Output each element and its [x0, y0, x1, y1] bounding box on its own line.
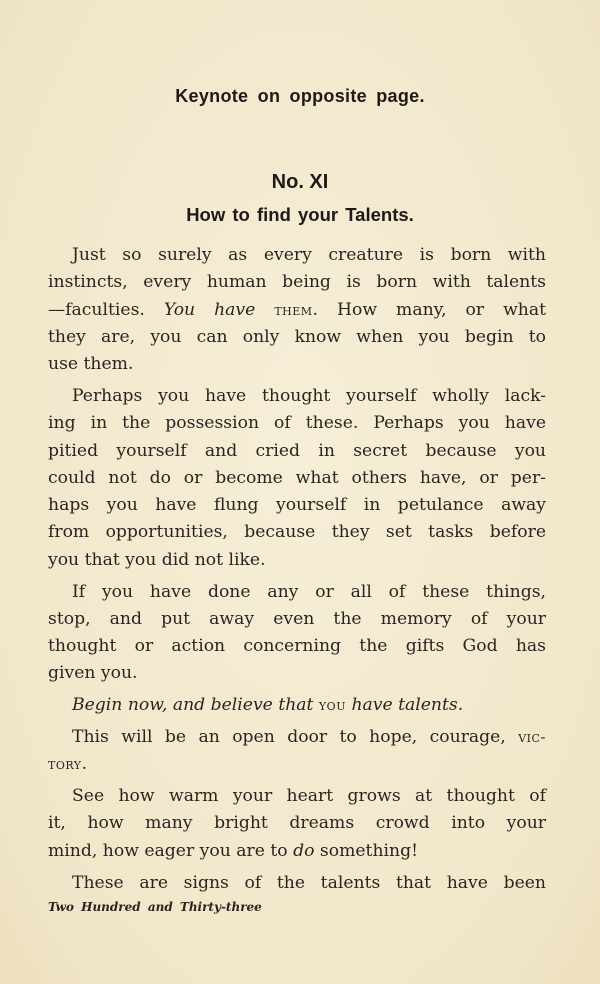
- text-segment: pitied yourself and cried in secret because you: [48, 440, 546, 461]
- text-segment: This will be an open door to hope, courage,: [72, 727, 519, 748]
- text-line: [48, 324, 546, 351]
- text-line: [48, 606, 546, 633]
- small-caps-text: them: [274, 300, 313, 319]
- chapter-title: How to find your Talents.: [186, 204, 414, 225]
- text-line: [48, 465, 546, 492]
- text-segment: given you.: [48, 663, 138, 684]
- text-segment: If you have done any or all of these things,: [72, 581, 546, 602]
- paragraph: [48, 724, 546, 779]
- italic-text: You have: [163, 299, 256, 320]
- text-line: [48, 351, 546, 378]
- text-line: [48, 724, 546, 751]
- text-line: [48, 633, 546, 660]
- small-caps-text: vic-: [518, 728, 546, 747]
- text-segment: .: [81, 754, 88, 775]
- text-segment: [255, 300, 274, 320]
- page-number-footer: Two Hundred and Thirty-three: [48, 900, 262, 914]
- italic-text: do: [293, 840, 315, 861]
- paragraph: [48, 870, 546, 897]
- text-segment: thought or action concerning the gifts God has: [48, 636, 546, 657]
- text-segment: ing in the possession of these. Perhaps you have: [48, 413, 546, 434]
- text-line: [48, 547, 546, 574]
- paragraph: [48, 692, 546, 719]
- chapter-number: No. XI: [271, 171, 329, 193]
- text-line: [48, 783, 546, 810]
- keynote-note: Keynote on opposite page.: [175, 86, 425, 106]
- italic-text: have talents.: [345, 695, 464, 716]
- text-segment: See how warm your heart grows at thought of: [72, 786, 546, 807]
- text-segment: instincts, every human being is born with talents: [48, 272, 546, 293]
- text-segment: mind, how eager you are to: [48, 840, 294, 861]
- text-line: [48, 519, 546, 546]
- italic-text: Begin now, and believe that: [72, 695, 319, 716]
- text-segment: —faculties.: [48, 299, 164, 320]
- text-segment: you that you did not like.: [48, 549, 266, 570]
- text-segment: . How many, or what: [312, 299, 547, 320]
- text-segment: they are, you can only know when you begin to: [48, 326, 546, 347]
- paragraph: [48, 579, 546, 688]
- text-segment: something!: [314, 840, 418, 861]
- text-line: [48, 810, 546, 837]
- text-segment: from opportunities, because they set tasks before: [48, 522, 546, 543]
- text-line: [48, 838, 546, 865]
- text-segment: could not do or become what others have, or per-: [48, 467, 546, 488]
- text-line: [48, 692, 546, 719]
- text-segment: Perhaps you have thought yourself wholly lack-: [72, 385, 546, 406]
- body-text: [48, 242, 546, 897]
- paragraph: [48, 783, 546, 865]
- text-line: [48, 242, 546, 269]
- text-line: [48, 383, 546, 410]
- small-caps-text: you: [318, 696, 346, 715]
- text-line: [48, 660, 546, 687]
- text-segment: haps you have flung yourself in petulance away: [48, 495, 546, 516]
- text-segment: Just so surely as every creature is born with: [72, 245, 546, 265]
- text-segment: stop, and put away even the memory of your: [48, 608, 546, 629]
- paragraph: [48, 383, 546, 574]
- text-line: [48, 269, 546, 296]
- text-line: [48, 410, 546, 437]
- small-caps-text: tory: [48, 755, 82, 774]
- text-line: [48, 751, 546, 778]
- text-line: [48, 579, 546, 606]
- text-segment: it, how many bright dreams crowd into your: [48, 813, 546, 834]
- text-segment: These are signs of the talents that have been: [72, 872, 546, 893]
- text-line: [48, 870, 546, 897]
- text-segment: use them.: [48, 354, 134, 375]
- text-line: [48, 492, 546, 519]
- text-line: [48, 297, 546, 324]
- paragraph: [48, 242, 546, 378]
- text-line: [48, 438, 546, 465]
